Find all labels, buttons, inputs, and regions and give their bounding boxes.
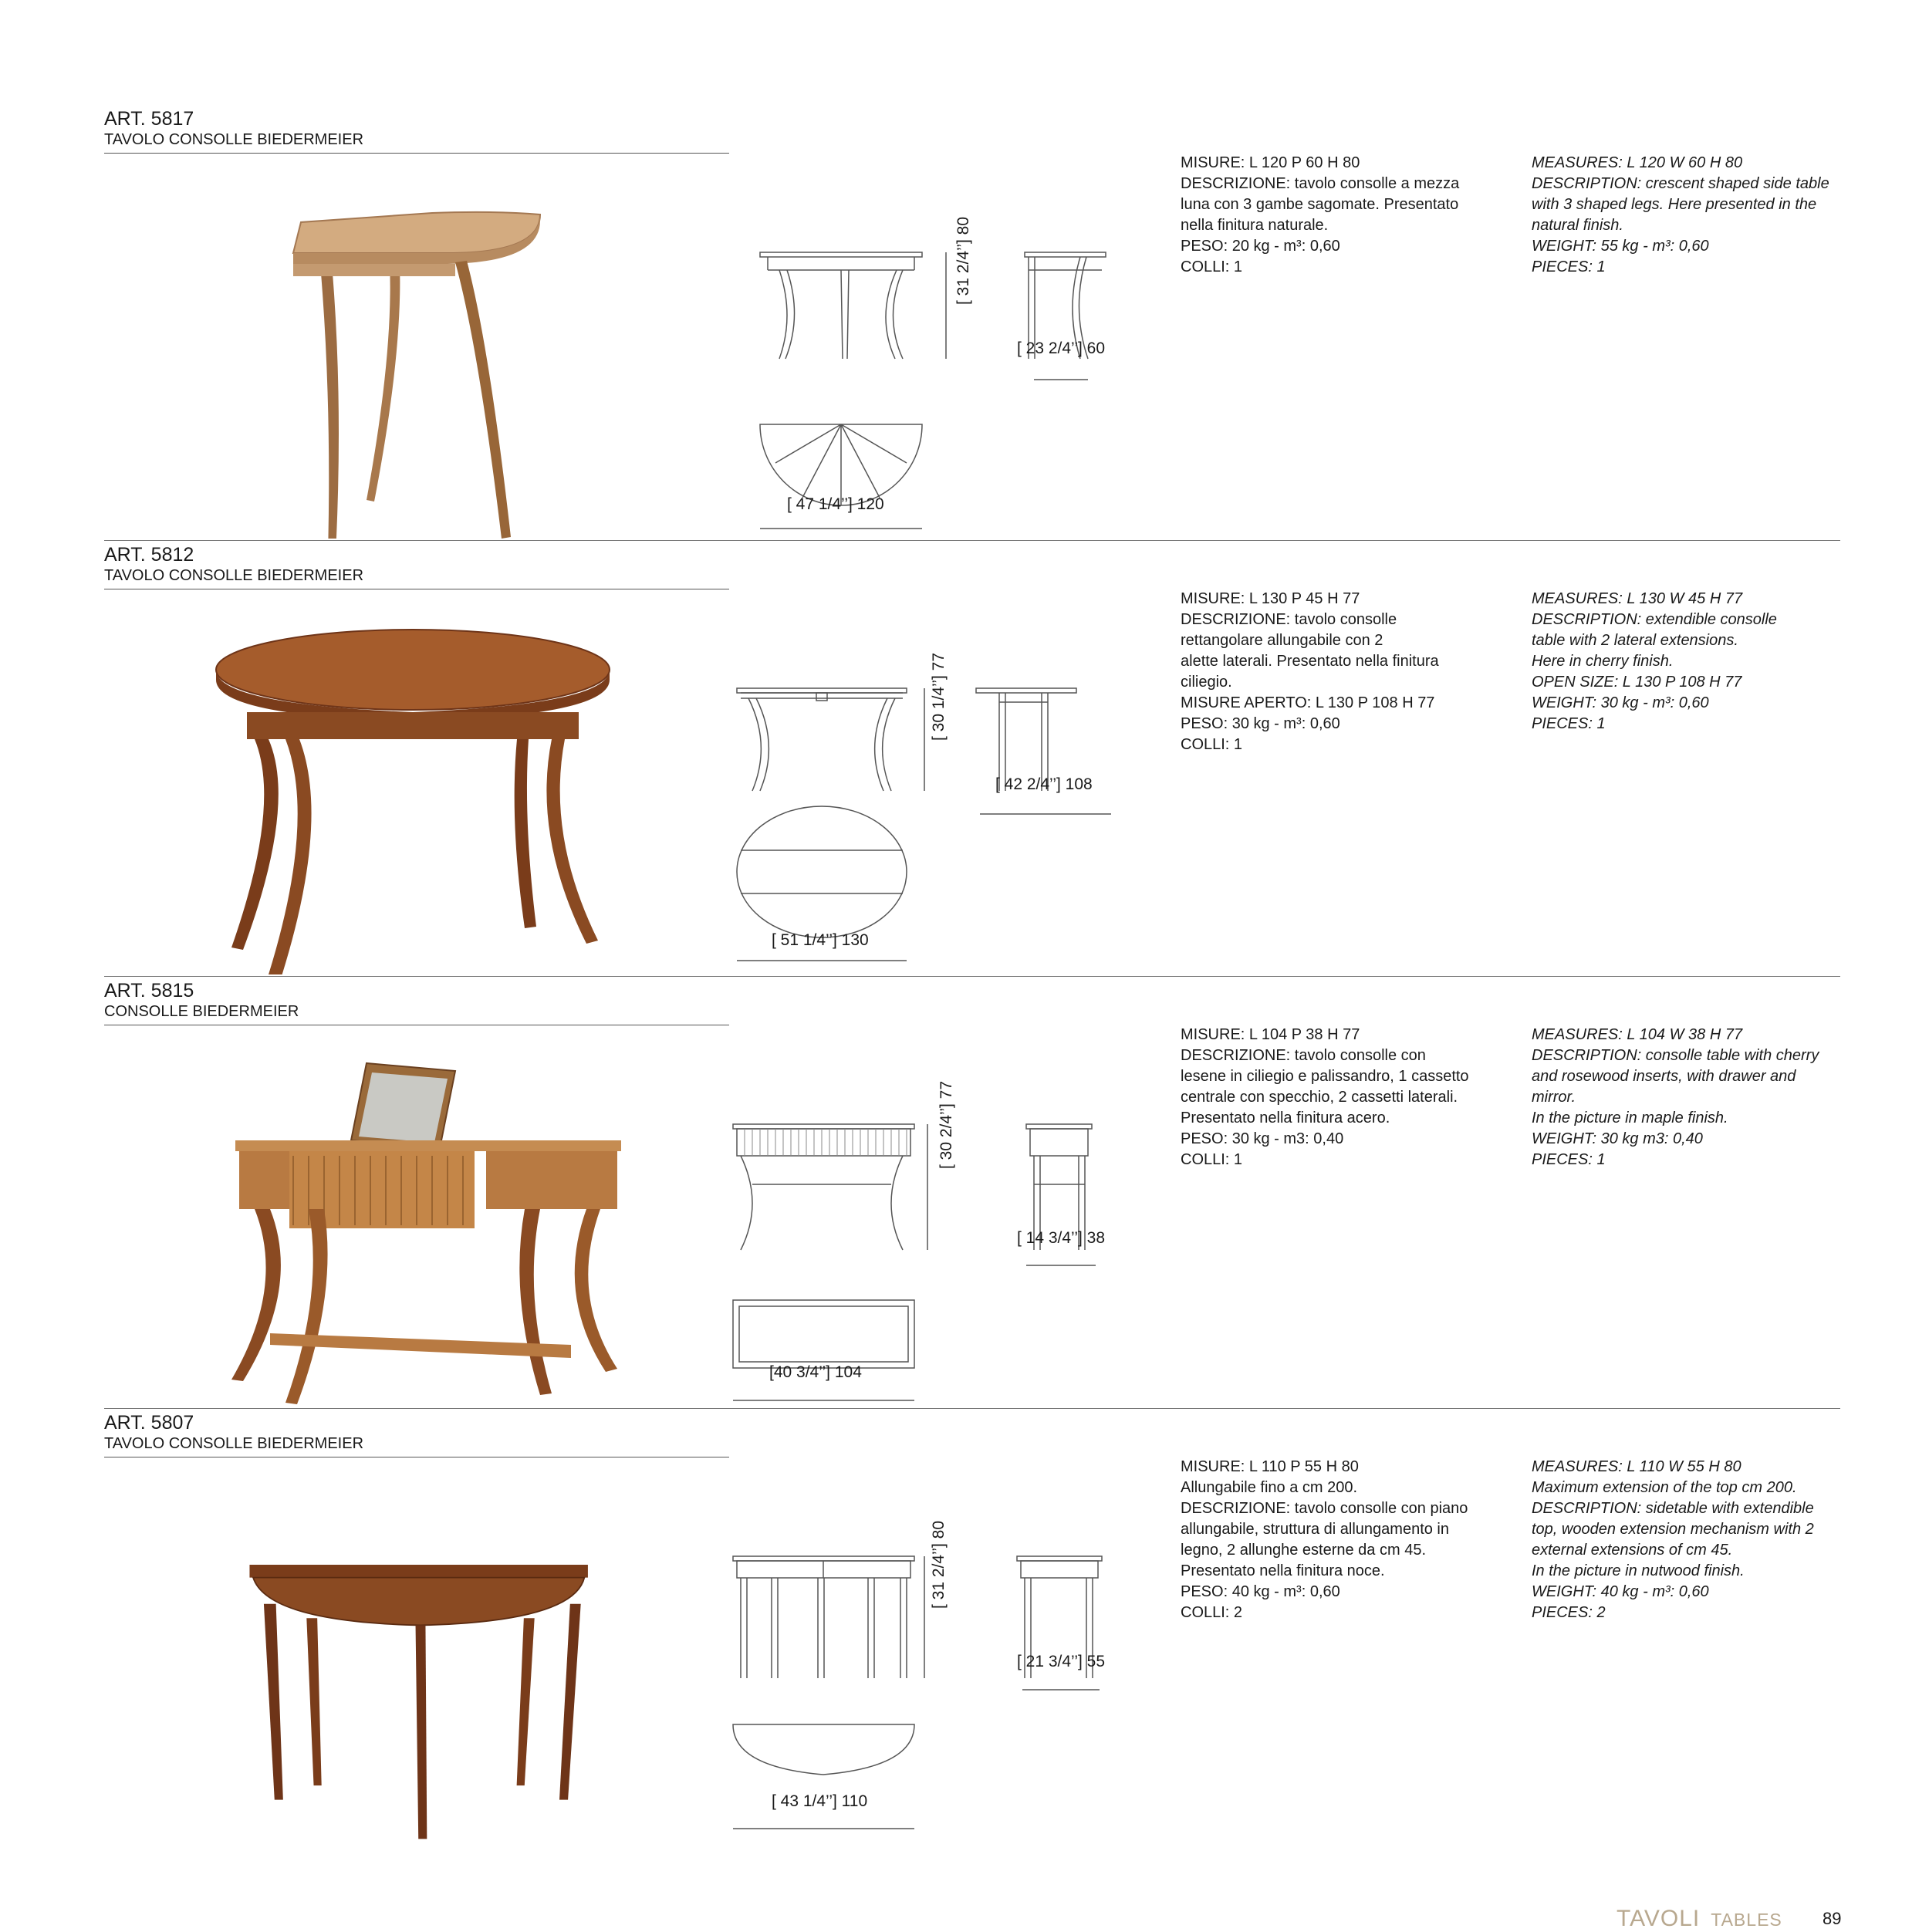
height-dimension: [ 31 2/4’’] 80 [930,1520,948,1609]
product-section-5807 [0,1412,1929,1844]
product-photo [201,1040,640,1410]
product-photo [201,604,640,974]
italian-description: MISURE: L 130 P 45 H 77 DESCRIZIONE: tavolo consolle rettangolare allungabile con 2 alette laterali. Presentato nella finitura ciliegio. MISURE APERTO: L 130 P 108 H 77 PESO: 30 kg - m³: 0,60 COLLI: 1 [1181,590,1439,753]
product-photo [201,1472,640,1842]
depth-dimension: [ 42 2/4’’] 108 [995,775,1093,793]
english-description: MEASURES: L 104 W 38 H 77 DESCRIPTION: consolle table with cherry and rosewood inserts, with drawer and mirror. In the picture in maple finish. WEIGHT: 30 kg m3: 0,40 PIECES: 1 [1532,1026,1819,1168]
italian-description: MISURE: L 120 P 60 H 80 DESCRIZIONE: tavolo consolle a mezza luna con 3 gambe sagomate. Presentato nella finitura naturale. PESO: 20 kg - m³: 0,60 COLLI: 1 [1181,154,1460,275]
technical-drawings [718,1458,1150,1844]
article-title: TAVOLO CONSOLLE BIEDERMEIER [104,131,364,148]
depth-dimension: [ 14 3/4’’] 38 [1017,1229,1106,1247]
category-italian: TAVOLI [1617,1906,1701,1931]
english-description: MEASURES: L 130 W 45 H 77 DESCRIPTION: extendible consolle table with 2 lateral extensions. Here in cherry finish. OPEN SIZE: L 130 P 108 H 77 WEIGHT: 30 kg - m³: 0,60 PIECES: 1 [1532,590,1777,732]
article-number: ART. 5817 [104,108,194,130]
footer-category [1617,1906,1782,1932]
width-dimension: [ 43 1/4’’] 110 [772,1792,868,1810]
title-rule [104,153,729,154]
section-divider [104,540,1840,541]
depth-dimension: [ 21 3/4’’] 55 [1017,1653,1106,1670]
italian-description: MISURE: L 104 P 38 H 77 DESCRIZIONE: tavolo consolle con lesene in ciliegio e palissandro, 1 cassetto centrale con specchio, 2 cassetti laterali. Presentato nella finitura acero. PESO: 30 kg - m3: 0,40 COLLI: 1 [1181,1026,1469,1168]
depth-dimension: [ 23 2/4’’] 60 [1017,339,1106,357]
english-description: MEASURES: L 110 W 55 H 80 Maximum extension of the top cm 200. DESCRIPTION: sidetable with extendible top, wooden extension mechanism with 2 external extensions of cm 45. In the picture in nutwood finish. WEIGHT: 40 kg - m³: 0,60 PIECES: 2 [1532,1458,1814,1621]
section-divider [104,1408,1840,1409]
width-dimension: [ 51 1/4’’] 130 [772,931,869,949]
category-english: TABLES [1711,1910,1782,1930]
product-section-5812 [0,544,1929,976]
article-number: ART. 5807 [104,1412,194,1434]
width-dimension: [40 3/4’’] 104 [769,1363,862,1381]
article-title: TAVOLO CONSOLLE BIEDERMEIER [104,567,364,584]
page-number: 89 [1823,1909,1842,1928]
english-description: MEASURES: L 120 W 60 H 80 DESCRIPTION: crescent shaped side table with 3 shaped legs. Here presented in the natural finish. WEIGHT: 55 kg - m³: 0,60 PIECES: 1 [1532,154,1829,275]
height-dimension: [ 30 1/4’’] 77 [930,652,948,741]
article-number: ART. 5815 [104,980,194,1001]
section-divider [104,976,1840,977]
article-title: CONSOLLE BIEDERMEIER [104,1003,299,1020]
article-title: TAVOLO CONSOLLE BIEDERMEIER [104,1435,364,1452]
width-dimension: [ 47 1/4’’] 120 [787,495,884,513]
italian-description: MISURE: L 110 P 55 H 80 Allungabile fino a cm 200. DESCRIZIONE: tavolo consolle con piano allungabile, struttura di allungamento in legno, 2 allunghe esterne da cm 45. Presentato nella finitura noce. PESO: 40 kg - m³: 0,60 COLLI: 2 [1181,1458,1468,1621]
height-dimension: [ 31 2/4’’] 80 [954,216,972,305]
product-section-5815 [0,980,1929,1412]
technical-drawings [718,1026,1150,1412]
product-section-5817 [0,108,1929,540]
article-number: ART. 5812 [104,544,194,566]
height-dimension: [ 30 2/4’’] 77 [937,1080,955,1169]
product-photo [201,168,640,539]
